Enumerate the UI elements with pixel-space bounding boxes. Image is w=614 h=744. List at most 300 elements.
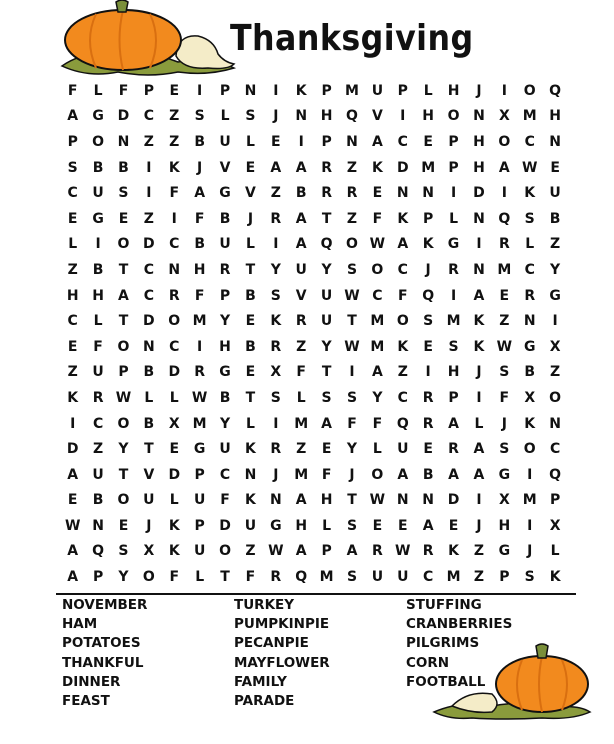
grid-cell[interactable]: S bbox=[346, 517, 358, 534]
grid-cell[interactable]: V bbox=[371, 108, 383, 125]
grid-cell[interactable]: B bbox=[549, 210, 561, 227]
grid-cell[interactable]: J bbox=[349, 466, 355, 483]
grid-cell[interactable]: U bbox=[397, 441, 409, 458]
grid-cell[interactable]: F bbox=[372, 210, 383, 227]
grid-cell[interactable]: D bbox=[168, 466, 181, 483]
grid-cell[interactable]: B bbox=[422, 466, 434, 483]
grid-cell[interactable]: T bbox=[118, 466, 129, 483]
grid-cell[interactable]: Z bbox=[473, 543, 485, 560]
grid-cell[interactable]: Y bbox=[219, 313, 231, 330]
grid-cell[interactable]: M bbox=[446, 313, 461, 330]
grid-cell[interactable]: W bbox=[395, 543, 411, 560]
grid-cell[interactable]: X bbox=[168, 415, 180, 432]
grid-cell[interactable]: O bbox=[117, 236, 130, 253]
grid-cell[interactable]: Q bbox=[498, 210, 511, 227]
grid-cell[interactable]: W bbox=[64, 517, 81, 534]
grid-cell[interactable]: Z bbox=[270, 185, 281, 202]
grid-cell[interactable]: E bbox=[245, 159, 256, 176]
grid-cell[interactable]: Z bbox=[245, 543, 256, 560]
grid-cell[interactable]: A bbox=[397, 236, 409, 253]
grid-cell[interactable]: R bbox=[448, 261, 459, 278]
grid-cell[interactable]: N bbox=[473, 261, 485, 278]
grid-cell[interactable]: U bbox=[219, 236, 231, 253]
grid-cell[interactable]: C bbox=[143, 287, 154, 304]
grid-cell[interactable]: C bbox=[169, 338, 180, 355]
grid-cell[interactable]: M bbox=[497, 261, 512, 278]
grid-cell[interactable]: R bbox=[270, 338, 282, 355]
grid-cell[interactable]: F bbox=[194, 210, 205, 227]
grid-cell[interactable]: S bbox=[118, 543, 129, 560]
grid-cell[interactable]: S bbox=[346, 261, 358, 278]
grid-cell[interactable]: D bbox=[396, 159, 409, 176]
grid-cell[interactable]: U bbox=[397, 569, 409, 586]
grid-cell[interactable]: A bbox=[118, 287, 129, 304]
grid-cell[interactable]: O bbox=[549, 389, 562, 406]
grid-cell[interactable]: J bbox=[146, 517, 152, 534]
grid-cell[interactable]: R bbox=[194, 364, 206, 381]
grid-cell[interactable]: C bbox=[372, 287, 383, 304]
grid-cell[interactable]: V bbox=[245, 185, 256, 202]
grid-cell[interactable]: I bbox=[400, 108, 406, 125]
grid-cell[interactable]: Q bbox=[295, 569, 308, 586]
grid-cell[interactable]: R bbox=[524, 287, 536, 304]
grid-cell[interactable]: I bbox=[197, 82, 203, 99]
grid-cell[interactable]: T bbox=[321, 210, 332, 227]
grid-cell[interactable]: T bbox=[347, 492, 357, 509]
grid-cell[interactable]: Z bbox=[296, 441, 307, 458]
grid-cell[interactable]: P bbox=[194, 466, 205, 483]
grid-cell[interactable]: S bbox=[270, 287, 281, 304]
grid-cell[interactable]: N bbox=[422, 492, 435, 509]
grid-cell[interactable]: J bbox=[501, 415, 507, 432]
grid-cell[interactable]: U bbox=[92, 364, 104, 381]
grid-cell[interactable]: L bbox=[245, 236, 255, 253]
grid-cell[interactable]: K bbox=[397, 338, 409, 355]
grid-cell[interactable]: J bbox=[273, 108, 279, 125]
grid-cell[interactable]: N bbox=[473, 210, 485, 227]
grid-cell[interactable]: Z bbox=[93, 441, 104, 458]
grid-cell[interactable]: L bbox=[68, 236, 78, 253]
grid-cell[interactable]: R bbox=[498, 236, 510, 253]
grid-cell[interactable]: E bbox=[448, 517, 459, 534]
grid-cell[interactable]: I bbox=[501, 185, 507, 202]
grid-cell[interactable]: R bbox=[168, 287, 180, 304]
grid-cell[interactable]: L bbox=[169, 492, 179, 509]
grid-cell[interactable]: L bbox=[296, 389, 306, 406]
grid-cell[interactable]: Z bbox=[499, 313, 510, 330]
grid-cell[interactable]: U bbox=[92, 466, 104, 483]
grid-cell[interactable]: H bbox=[473, 159, 485, 176]
grid-cell[interactable]: O bbox=[396, 313, 409, 330]
grid-cell[interactable]: S bbox=[524, 210, 535, 227]
grid-cell[interactable]: L bbox=[372, 441, 382, 458]
grid-cell[interactable]: G bbox=[447, 236, 460, 253]
grid-cell[interactable]: W bbox=[344, 338, 360, 355]
grid-cell[interactable]: G bbox=[219, 185, 231, 202]
grid-cell[interactable]: M bbox=[345, 82, 359, 99]
grid-cell[interactable]: H bbox=[320, 492, 333, 509]
grid-cell[interactable]: A bbox=[371, 364, 383, 381]
grid-cell[interactable]: N bbox=[396, 492, 409, 509]
grid-cell[interactable]: K bbox=[168, 517, 180, 534]
grid-cell[interactable]: W bbox=[115, 389, 132, 406]
grid-cell[interactable]: E bbox=[372, 517, 383, 534]
grid-cell[interactable]: Z bbox=[473, 569, 485, 586]
grid-cell[interactable]: T bbox=[220, 569, 230, 586]
grid-cell[interactable]: K bbox=[245, 441, 256, 458]
grid-cell[interactable]: W bbox=[369, 236, 386, 253]
grid-cell[interactable]: M bbox=[294, 415, 309, 432]
grid-cell[interactable]: J bbox=[476, 517, 482, 534]
grid-cell[interactable]: A bbox=[346, 543, 358, 560]
grid-cell[interactable]: U bbox=[320, 287, 333, 304]
grid-cell[interactable]: E bbox=[423, 441, 433, 458]
grid-cell[interactable]: A bbox=[371, 133, 383, 150]
grid-cell[interactable]: N bbox=[295, 108, 308, 125]
grid-cell[interactable]: P bbox=[118, 364, 129, 381]
grid-cell[interactable]: A bbox=[295, 543, 307, 560]
grid-cell[interactable]: F bbox=[67, 82, 78, 99]
grid-cell[interactable]: D bbox=[143, 236, 155, 253]
grid-cell[interactable]: L bbox=[220, 108, 230, 125]
grid-cell[interactable]: D bbox=[66, 441, 79, 458]
grid-cell[interactable]: H bbox=[447, 364, 460, 381]
grid-cell[interactable]: N bbox=[422, 185, 435, 202]
grid-cell[interactable]: I bbox=[146, 159, 152, 176]
grid-cell[interactable]: E bbox=[499, 287, 510, 304]
grid-cell[interactable]: K bbox=[245, 492, 256, 509]
grid-cell[interactable]: P bbox=[321, 133, 332, 150]
grid-cell[interactable]: A bbox=[270, 159, 282, 176]
grid-cell[interactable]: F bbox=[169, 569, 180, 586]
grid-cell[interactable]: Z bbox=[550, 364, 561, 381]
grid-cell[interactable]: R bbox=[371, 543, 383, 560]
grid-cell[interactable]: M bbox=[294, 466, 309, 483]
grid-cell[interactable]: A bbox=[67, 543, 79, 560]
grid-cell[interactable]: X bbox=[524, 389, 536, 406]
grid-cell[interactable]: C bbox=[67, 185, 78, 202]
grid-cell[interactable]: L bbox=[525, 236, 535, 253]
grid-cell[interactable]: K bbox=[524, 415, 536, 432]
grid-cell[interactable]: N bbox=[396, 185, 409, 202]
grid-cell[interactable]: A bbox=[397, 466, 409, 483]
grid-cell[interactable]: N bbox=[549, 133, 561, 150]
grid-cell[interactable]: E bbox=[67, 210, 78, 227]
grid-cell[interactable]: S bbox=[346, 569, 358, 586]
grid-cell[interactable]: H bbox=[66, 287, 79, 304]
grid-cell[interactable]: H bbox=[422, 108, 435, 125]
grid-cell[interactable]: C bbox=[524, 133, 535, 150]
grid-cell[interactable]: B bbox=[219, 210, 231, 227]
grid-cell[interactable]: T bbox=[347, 313, 357, 330]
grid-cell[interactable]: E bbox=[169, 82, 180, 99]
grid-cell[interactable]: T bbox=[245, 261, 256, 278]
grid-cell[interactable]: R bbox=[92, 389, 104, 406]
grid-cell[interactable]: J bbox=[197, 159, 203, 176]
grid-cell[interactable]: F bbox=[93, 338, 103, 355]
grid-cell[interactable]: J bbox=[247, 210, 254, 227]
grid-cell[interactable]: R bbox=[448, 441, 459, 458]
grid-cell[interactable]: M bbox=[192, 415, 207, 432]
grid-cell[interactable]: Z bbox=[143, 210, 154, 227]
grid-cell[interactable]: E bbox=[118, 210, 129, 227]
grid-cell[interactable]: I bbox=[425, 364, 431, 381]
grid-cell[interactable]: B bbox=[92, 159, 104, 176]
grid-cell[interactable]: A bbox=[473, 441, 485, 458]
grid-cell[interactable]: B bbox=[92, 492, 104, 509]
grid-cell[interactable]: N bbox=[346, 133, 358, 150]
grid-cell[interactable]: A bbox=[295, 159, 307, 176]
grid-cell[interactable]: M bbox=[370, 338, 385, 355]
grid-cell[interactable]: P bbox=[321, 82, 332, 99]
grid-cell[interactable]: H bbox=[549, 108, 561, 125]
grid-cell[interactable]: L bbox=[449, 210, 459, 227]
grid-cell[interactable]: H bbox=[193, 261, 206, 278]
grid-cell[interactable]: F bbox=[118, 82, 129, 99]
grid-cell[interactable]: G bbox=[270, 517, 282, 534]
grid-cell[interactable]: D bbox=[473, 185, 485, 202]
grid-cell[interactable]: I bbox=[273, 415, 279, 432]
grid-cell[interactable]: B bbox=[92, 261, 104, 278]
grid-cell[interactable]: I bbox=[197, 338, 203, 355]
grid-cell[interactable]: M bbox=[446, 569, 461, 586]
grid-cell[interactable]: B bbox=[219, 389, 231, 406]
grid-cell[interactable]: N bbox=[244, 466, 257, 483]
grid-cell[interactable]: N bbox=[143, 338, 155, 355]
grid-cell[interactable]: E bbox=[423, 133, 433, 150]
grid-cell[interactable]: U bbox=[295, 261, 307, 278]
grid-cell[interactable]: M bbox=[522, 492, 537, 509]
grid-cell[interactable]: B bbox=[194, 236, 205, 253]
grid-cell[interactable]: D bbox=[168, 364, 181, 381]
grid-cell[interactable]: R bbox=[422, 389, 434, 406]
grid-cell[interactable]: L bbox=[245, 415, 255, 432]
grid-cell[interactable]: P bbox=[92, 569, 104, 586]
grid-cell[interactable]: P bbox=[448, 133, 459, 150]
grid-cell[interactable]: B bbox=[194, 133, 205, 150]
grid-cell[interactable]: A bbox=[473, 466, 485, 483]
grid-cell[interactable]: G bbox=[193, 441, 206, 458]
grid-cell[interactable]: C bbox=[67, 313, 78, 330]
grid-cell[interactable]: I bbox=[273, 82, 279, 99]
grid-cell[interactable]: P bbox=[499, 569, 510, 586]
grid-cell[interactable]: R bbox=[346, 185, 358, 202]
grid-cell[interactable]: H bbox=[473, 133, 485, 150]
grid-cell[interactable]: J bbox=[476, 364, 482, 381]
grid-cell[interactable]: E bbox=[118, 517, 129, 534]
grid-cell[interactable]: F bbox=[499, 389, 510, 406]
grid-cell[interactable]: H bbox=[498, 517, 511, 534]
grid-cell[interactable]: G bbox=[219, 364, 231, 381]
grid-cell[interactable]: U bbox=[549, 185, 561, 202]
grid-cell[interactable]: Z bbox=[550, 236, 561, 253]
grid-cell[interactable]: G bbox=[498, 543, 511, 560]
grid-cell[interactable]: C bbox=[92, 415, 104, 432]
grid-cell[interactable]: M bbox=[192, 313, 207, 330]
grid-cell[interactable]: Z bbox=[67, 364, 78, 381]
grid-cell[interactable]: M bbox=[319, 569, 334, 586]
grid-cell[interactable]: L bbox=[195, 569, 205, 586]
grid-cell[interactable]: Z bbox=[169, 108, 180, 125]
grid-cell[interactable]: L bbox=[474, 415, 484, 432]
grid-cell[interactable]: Q bbox=[320, 236, 333, 253]
grid-cell[interactable]: I bbox=[298, 133, 304, 150]
grid-cell[interactable]: Z bbox=[346, 159, 358, 176]
grid-cell[interactable]: F bbox=[194, 287, 205, 304]
grid-cell[interactable]: U bbox=[92, 185, 104, 202]
grid-cell[interactable]: I bbox=[70, 415, 76, 432]
grid-cell[interactable]: B bbox=[295, 185, 307, 202]
grid-cell[interactable]: K bbox=[295, 82, 307, 99]
grid-cell[interactable]: P bbox=[448, 389, 459, 406]
grid-cell[interactable]: O bbox=[142, 569, 155, 586]
grid-cell[interactable]: C bbox=[397, 389, 408, 406]
grid-cell[interactable]: H bbox=[295, 517, 308, 534]
grid-cell[interactable]: V bbox=[295, 287, 307, 304]
grid-cell[interactable]: N bbox=[92, 517, 104, 534]
grid-cell[interactable]: A bbox=[448, 415, 459, 432]
word-search-grid[interactable] bbox=[60, 78, 580, 590]
grid-cell[interactable]: B bbox=[245, 338, 256, 355]
grid-cell[interactable]: P bbox=[194, 517, 205, 534]
grid-cell[interactable]: T bbox=[118, 313, 129, 330]
grid-cell[interactable]: C bbox=[143, 108, 154, 125]
grid-cell[interactable]: O bbox=[447, 108, 460, 125]
grid-cell[interactable]: N bbox=[549, 415, 561, 432]
grid-cell[interactable]: N bbox=[168, 261, 181, 278]
grid-cell[interactable]: E bbox=[321, 441, 332, 458]
grid-cell[interactable]: C bbox=[143, 261, 154, 278]
grid-cell[interactable]: C bbox=[219, 466, 231, 483]
grid-cell[interactable]: W bbox=[191, 389, 208, 406]
grid-cell[interactable]: L bbox=[93, 313, 103, 330]
grid-cell[interactable]: B bbox=[143, 415, 155, 432]
grid-cell[interactable]: J bbox=[476, 82, 482, 99]
grid-cell[interactable]: Y bbox=[321, 338, 332, 355]
grid-cell[interactable]: Q bbox=[549, 82, 562, 99]
grid-cell[interactable]: I bbox=[501, 82, 507, 99]
grid-cell[interactable]: H bbox=[447, 82, 460, 99]
grid-cell[interactable]: Z bbox=[169, 133, 180, 150]
grid-cell[interactable]: K bbox=[524, 185, 536, 202]
grid-cell[interactable]: X bbox=[143, 543, 155, 560]
grid-cell[interactable]: S bbox=[270, 389, 281, 406]
grid-cell[interactable]: B bbox=[524, 364, 536, 381]
grid-cell[interactable]: D bbox=[219, 517, 231, 534]
grid-cell[interactable]: K bbox=[270, 313, 282, 330]
grid-cell[interactable]: H bbox=[219, 338, 231, 355]
grid-cell[interactable]: T bbox=[144, 441, 154, 458]
grid-cell[interactable]: P bbox=[397, 82, 408, 99]
grid-cell[interactable]: O bbox=[92, 133, 105, 150]
grid-cell[interactable]: S bbox=[245, 108, 256, 125]
grid-cell[interactable]: V bbox=[219, 159, 231, 176]
grid-cell[interactable]: A bbox=[448, 466, 459, 483]
grid-cell[interactable]: X bbox=[549, 338, 561, 355]
grid-cell[interactable]: E bbox=[245, 313, 256, 330]
grid-cell[interactable]: O bbox=[117, 492, 130, 509]
grid-cell[interactable]: T bbox=[118, 261, 129, 278]
grid-cell[interactable]: A bbox=[295, 236, 307, 253]
grid-cell[interactable]: I bbox=[349, 364, 355, 381]
grid-cell[interactable]: E bbox=[271, 133, 281, 150]
grid-cell[interactable]: H bbox=[320, 108, 333, 125]
grid-cell[interactable]: C bbox=[397, 261, 408, 278]
grid-cell[interactable]: K bbox=[448, 543, 459, 560]
grid-cell[interactable]: M bbox=[370, 313, 385, 330]
grid-cell[interactable]: A bbox=[498, 159, 510, 176]
grid-cell[interactable]: O bbox=[498, 133, 511, 150]
grid-cell[interactable]: E bbox=[245, 364, 256, 381]
grid-cell[interactable]: P bbox=[423, 210, 434, 227]
grid-cell[interactable]: F bbox=[347, 415, 357, 432]
grid-cell[interactable]: S bbox=[499, 364, 510, 381]
grid-cell[interactable]: P bbox=[143, 82, 154, 99]
grid-cell[interactable]: I bbox=[95, 236, 101, 253]
grid-cell[interactable]: A bbox=[295, 492, 307, 509]
grid-cell[interactable]: R bbox=[219, 261, 231, 278]
grid-cell[interactable]: D bbox=[117, 108, 130, 125]
grid-cell[interactable]: S bbox=[321, 389, 332, 406]
grid-cell[interactable]: T bbox=[245, 389, 256, 406]
grid-cell[interactable]: E bbox=[169, 441, 180, 458]
grid-cell[interactable]: I bbox=[476, 389, 482, 406]
grid-cell[interactable]: Z bbox=[296, 338, 307, 355]
grid-cell[interactable]: L bbox=[93, 82, 103, 99]
grid-cell[interactable]: U bbox=[143, 492, 155, 509]
grid-cell[interactable]: N bbox=[117, 133, 130, 150]
grid-cell[interactable]: A bbox=[67, 108, 79, 125]
grid-cell[interactable]: B bbox=[245, 287, 256, 304]
grid-cell[interactable]: O bbox=[346, 236, 358, 253]
grid-cell[interactable]: Q bbox=[92, 543, 105, 560]
grid-cell[interactable]: A bbox=[194, 185, 206, 202]
grid-cell[interactable]: O bbox=[371, 261, 384, 278]
grid-cell[interactable]: Y bbox=[118, 441, 129, 458]
grid-cell[interactable]: R bbox=[321, 159, 332, 176]
grid-cell[interactable]: X bbox=[498, 108, 510, 125]
grid-cell[interactable]: N bbox=[523, 313, 536, 330]
grid-cell[interactable]: E bbox=[397, 517, 408, 534]
grid-cell[interactable]: J bbox=[273, 466, 279, 483]
grid-cell[interactable]: O bbox=[168, 313, 181, 330]
grid-cell[interactable]: B bbox=[143, 364, 155, 381]
grid-cell[interactable]: S bbox=[118, 185, 129, 202]
grid-cell[interactable]: I bbox=[171, 210, 177, 227]
grid-cell[interactable]: G bbox=[523, 338, 536, 355]
grid-cell[interactable]: Z bbox=[143, 133, 154, 150]
grid-cell[interactable]: D bbox=[143, 313, 155, 330]
grid-cell[interactable]: P bbox=[321, 543, 332, 560]
grid-cell[interactable]: E bbox=[550, 159, 560, 176]
grid-cell[interactable]: P bbox=[219, 287, 231, 304]
grid-cell[interactable]: Z bbox=[346, 210, 358, 227]
grid-cell[interactable]: R bbox=[295, 313, 307, 330]
grid-cell[interactable]: F bbox=[245, 569, 256, 586]
grid-cell[interactable]: P bbox=[67, 133, 78, 150]
grid-cell[interactable]: U bbox=[371, 82, 384, 99]
grid-cell[interactable]: K bbox=[168, 159, 180, 176]
grid-cell[interactable]: K bbox=[67, 389, 79, 406]
grid-cell[interactable]: O bbox=[117, 415, 130, 432]
grid-cell[interactable]: O bbox=[523, 82, 536, 99]
grid-cell[interactable]: F bbox=[397, 287, 408, 304]
grid-cell[interactable]: Z bbox=[397, 364, 408, 381]
grid-cell[interactable]: W bbox=[496, 338, 513, 355]
grid-cell[interactable]: E bbox=[67, 338, 78, 355]
grid-cell[interactable]: S bbox=[194, 108, 205, 125]
grid-cell[interactable]: E bbox=[67, 492, 78, 509]
